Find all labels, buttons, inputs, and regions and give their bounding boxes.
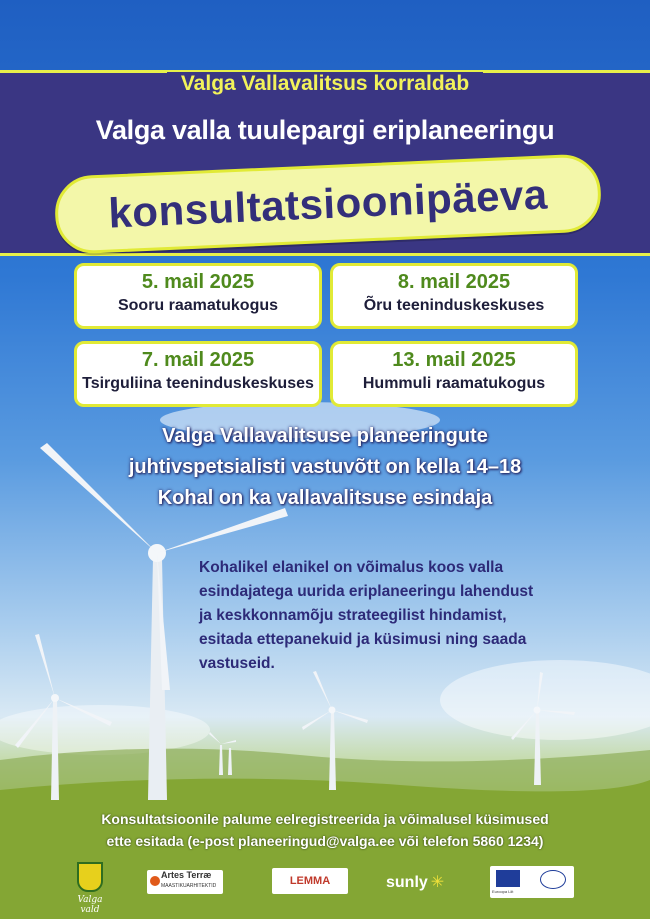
event-place: Tsirguliina teeninduskeskuses [82, 375, 314, 392]
event-date: 7. mail 2025 [141, 349, 255, 371]
highlight-text: konsultatsioonipäeva [107, 170, 549, 237]
eu-funding-logo: Euroopa Liit [490, 866, 574, 898]
reception-hours [0, 421, 650, 514]
hours-line: juhtivspetsialisti vastuvõtt on kella 14–18 [128, 456, 522, 478]
artes-terrae-logo: Artes Terræ MAASTIKUARHITEKTID [147, 870, 223, 894]
event-place: Hummuli raamatukogus [362, 375, 546, 392]
registration-note [0, 808, 650, 852]
hours-line: Valga Vallavalitsuse planeeringute [162, 425, 488, 447]
paragraph-line: vastuseid. [199, 655, 275, 672]
sunly-logo: sunly ✳ [386, 874, 445, 891]
event-date: 13. mail 2025 [392, 349, 516, 371]
valga-vald-logo: Valga vald [70, 862, 110, 910]
event-place: Sooru raamatukogus [117, 297, 279, 314]
estonia-emblem-icon [540, 870, 566, 889]
paragraph-line: esitada ettepanekuid ja küsimusi ning saada [199, 631, 527, 648]
partner-logos [0, 862, 650, 915]
crest-icon [77, 862, 103, 892]
lemma-logo: LEMMA [272, 868, 348, 894]
paragraph-line: Kohalikel elanikel on võimalus koos valla [199, 559, 504, 576]
event-card [74, 341, 322, 407]
footer-line: ette esitada (e-post planeeringud@valga.ee või telefon 5860 1234) [106, 833, 544, 849]
poster-headline: Valga valla tuulepargi eriplaneeringu [95, 115, 555, 145]
event-date: 8. mail 2025 [397, 271, 511, 293]
event-card [330, 263, 578, 329]
footer-line: Konsultatsioonile palume eelregistreerida ja võimalusel küsimused [101, 811, 549, 827]
sun-icon: ✳ [430, 874, 445, 891]
event-card [330, 341, 578, 407]
organizer-kicker: Valga Vallavalitsus korraldab [0, 72, 650, 96]
event-place: Õru teeninduskeskuses [363, 297, 545, 314]
paragraph-line: esindajatega uurida eriplaneeringu lahendust [199, 583, 534, 600]
event-card [74, 263, 322, 329]
info-paragraph [199, 556, 585, 676]
event-date: 5. mail 2025 [141, 271, 255, 293]
eu-flag-icon [496, 870, 520, 887]
paragraph-line: ja keskkonnamõju strateegilist hindamist, [199, 607, 507, 624]
hours-line: Kohal on ka vallavalitsuse esindaja [157, 487, 493, 509]
artes-dot-icon [150, 876, 160, 886]
